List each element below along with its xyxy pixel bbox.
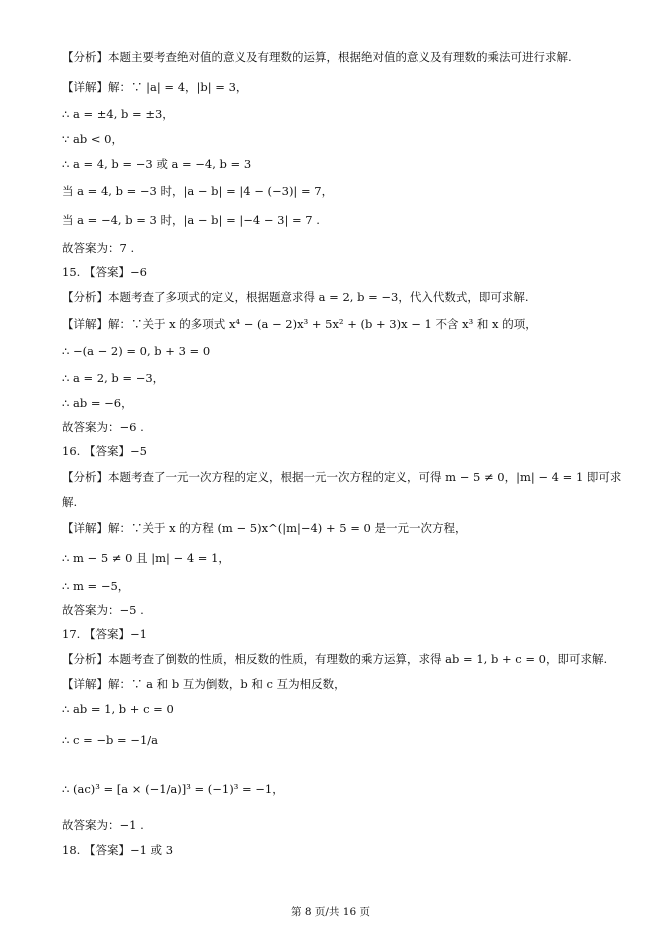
line-22: 故答案为：−5 . (62, 603, 144, 617)
line-4: ∵ ab < 0， (62, 132, 123, 146)
page-footer: 第 8 页/共 16 页 (291, 906, 370, 918)
line-15: 故答案为：−6 . (62, 420, 144, 434)
line-23: 17. 【答案】−1 (62, 627, 147, 641)
line-14: ∴ ab = −6， (62, 396, 133, 410)
line-28: ∴ (ac)³ = [a × (−1/a)]³ = (−1)³ = −1， (62, 782, 284, 796)
line-13: ∴ a = 2, b = −3， (62, 371, 165, 385)
line-6: 当 a = 4, b = −3 时，|a − b| = |4 − (−3)| = 7， (62, 184, 334, 198)
line-27: ∴ c = −b = −1/a (62, 733, 158, 747)
line-10: 【分析】本题考查了多项式的定义，根据题意求得 a = 2, b = −3，代入代数式，即可求解. (62, 290, 529, 304)
line-8: 故答案为：7 . (62, 241, 135, 255)
line-12: ∴ −(a − 2) = 0, b + 3 = 0 (62, 344, 211, 358)
line-5: ∴ a = 4, b = −3 或 a = −4, b = 3 (62, 157, 252, 171)
line-26: ∴ ab = 1, b + c = 0 (62, 702, 174, 716)
line-29: 故答案为：−1 . (62, 818, 144, 832)
line-2: 【详解】解：∵ |a| = 4，|b| = 3， (62, 80, 248, 94)
line-17: 【分析】本题考查了一元一次方程的定义，根据一元一次方程的定义，可得 m − 5 ≠ 0，|m| − 4 = 1 即可求 (62, 470, 622, 484)
line-11: 【详解】解：∵关于 x 的多项式 x⁴ − (a − 2)x³ + 5x² + (b + 3)x − 1 不含 x³ 和 x 的项， (62, 317, 537, 331)
line-30: 18. 【答案】−1 或 3 (62, 843, 174, 857)
line-9: 15. 【答案】−6 (62, 265, 147, 279)
line-19: 【详解】解：∵关于 x 的方程 (m − 5)x^(|m|−4) + 5 = 0 是一元一次方程， (62, 521, 467, 535)
line-18: 解. (62, 495, 78, 509)
line-25: 【详解】解：∵ a 和 b 互为倒数，b 和 c 互为相反数， (62, 677, 346, 691)
line-21: ∴ m = −5， (62, 579, 130, 593)
line-20: ∴ m − 5 ≠ 0 且 |m| − 4 = 1， (62, 551, 230, 565)
line-7: 当 a = −4, b = 3 时，|a − b| = |−4 − 3| = 7 . (62, 213, 320, 227)
line-16: 16. 【答案】−5 (62, 444, 147, 458)
line-3: ∴ a = ±4, b = ±3， (62, 107, 174, 121)
line-1: 【分析】本题主要考查绝对值的意义及有理数的运算，根据绝对值的意义及有理数的乘法可进行求解. (62, 50, 572, 64)
line-24: 【分析】本题考查了倒数的性质，相反数的性质，有理数的乘方运算，求得 ab = 1, b + c = 0，即可求解. (62, 652, 608, 666)
